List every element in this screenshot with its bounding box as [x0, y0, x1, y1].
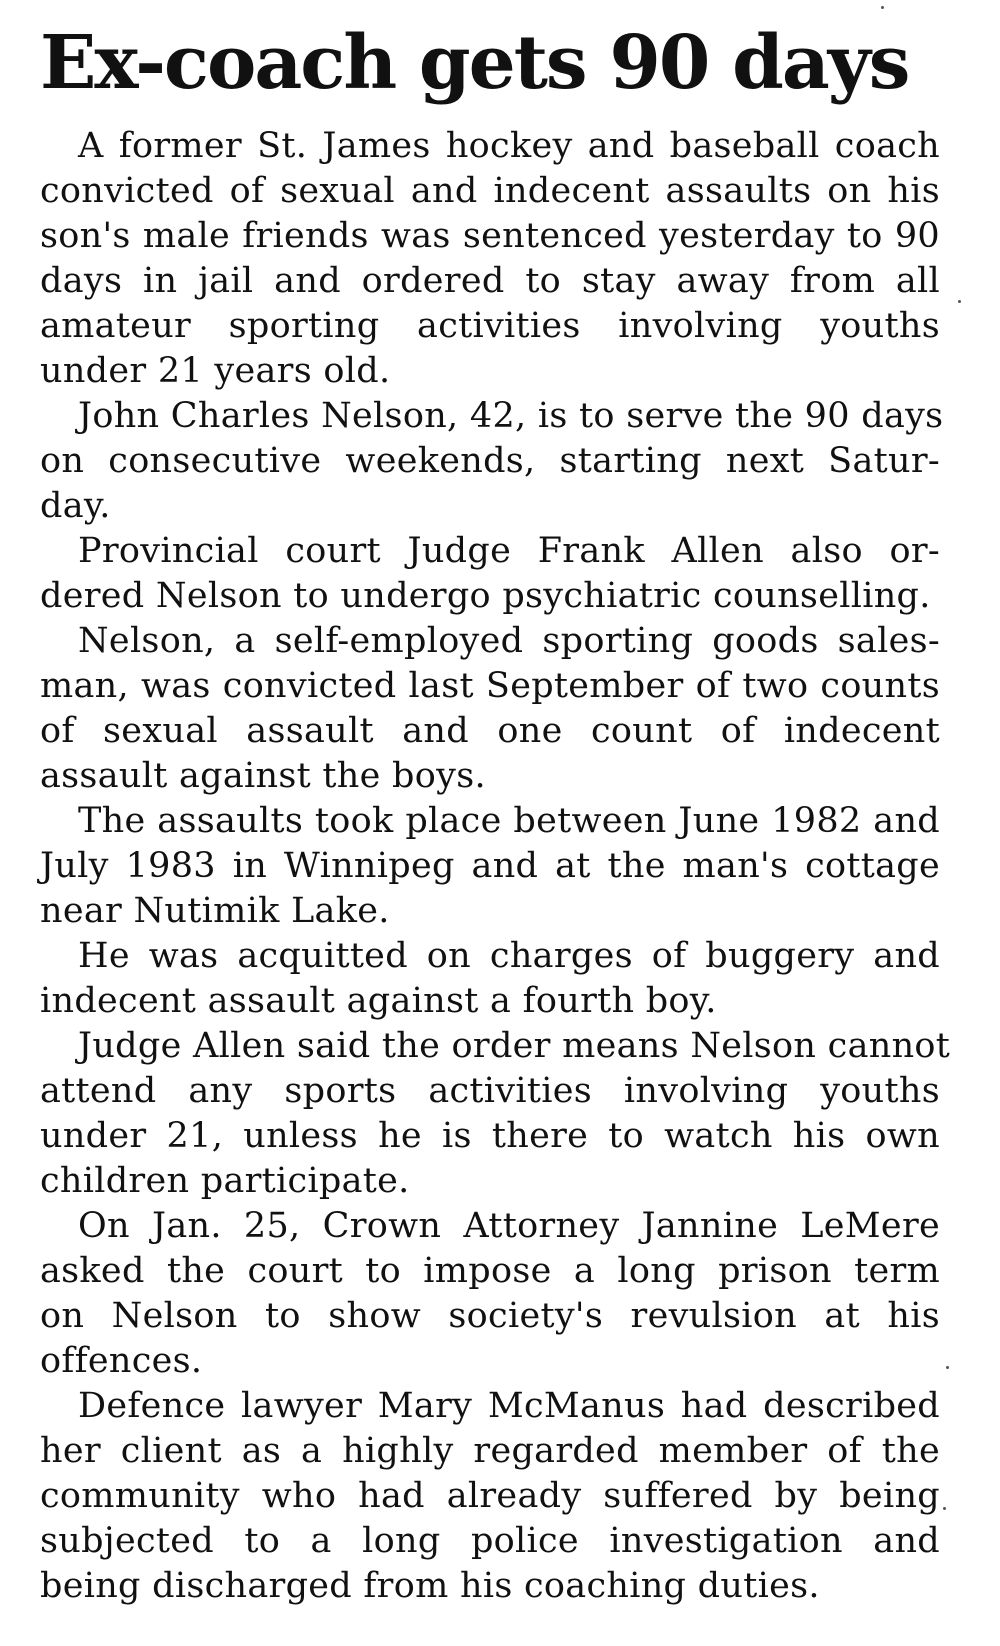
- print-speck: [943, 1507, 946, 1510]
- article-line: asked the court to impose a long prison term: [40, 1251, 940, 1291]
- article-line: under 21 years old.: [40, 351, 391, 391]
- article-line: subjected to a long police investigation and: [40, 1521, 940, 1561]
- article-paragraph: [40, 934, 940, 1024]
- article-line: on consecutive weekends, starting next Satur-: [40, 441, 940, 481]
- article-line: The assaults took place between June 1982 and: [78, 801, 940, 841]
- article-line: John Charles Nelson, 42, is to serve the 90 days: [78, 396, 944, 436]
- article-line: He was acquitted on charges of buggery and: [78, 936, 940, 976]
- article-paragraph: [40, 799, 940, 934]
- article-line: being discharged from his coaching duties.: [40, 1566, 820, 1606]
- newspaper-clipping: [40, 0, 951, 1646]
- article-paragraph: [40, 124, 940, 394]
- print-speck: [958, 300, 961, 303]
- article-line: children participate.: [40, 1161, 410, 1201]
- article-line: son's male friends was sentenced yesterday to 90: [40, 216, 940, 256]
- article-line: indecent assault against a fourth boy.: [40, 981, 717, 1021]
- article-line: amateur sporting activities involving youths: [40, 306, 940, 346]
- article-line: days in jail and ordered to stay away from all: [40, 261, 940, 301]
- article-line: attend any sports activities involving youths: [40, 1071, 940, 1111]
- article-line: July 1983 in Winnipeg and at the man's cottage: [40, 846, 940, 886]
- article-line: convicted of sexual and indecent assaults on his: [40, 171, 940, 211]
- article-line: Judge Allen said the order means Nelson cannot: [78, 1026, 951, 1066]
- headline: Ex-coach gets 90 days: [40, 20, 909, 106]
- article-line: man, was convicted last September of two counts: [40, 666, 940, 706]
- article-paragraph: [40, 619, 940, 799]
- print-speck: [946, 1366, 949, 1369]
- article-body: [40, 124, 951, 1609]
- article-line: of sexual assault and one count of indecent: [40, 711, 940, 751]
- article-paragraph: [40, 1384, 940, 1609]
- article-line: on Nelson to show society's revulsion at his: [40, 1296, 940, 1336]
- article-line: Provincial court Judge Frank Allen also or-: [78, 531, 940, 571]
- article-line: under 21, unless he is there to watch his own: [40, 1116, 940, 1156]
- article-line: community who had already suffered by being: [40, 1476, 940, 1516]
- article-paragraph: [40, 529, 940, 619]
- article-paragraph: [40, 1204, 940, 1384]
- article-line: Nelson, a self-employed sporting goods sales-: [78, 621, 940, 661]
- article-line: offences.: [40, 1341, 203, 1381]
- article-line: Defence lawyer Mary McManus had described: [78, 1386, 940, 1426]
- print-speck: [881, 6, 884, 9]
- article-line: her client as a highly regarded member of the: [40, 1431, 940, 1471]
- article-paragraph: [40, 1024, 951, 1204]
- article-line: dered Nelson to undergo psychiatric counselling.: [40, 576, 931, 616]
- article-line: On Jan. 25, Crown Attorney Jannine LeMere: [78, 1206, 940, 1246]
- article-line: A former St. James hockey and baseball coach: [78, 126, 940, 166]
- article-line: day.: [40, 486, 111, 526]
- article-line: near Nutimik Lake.: [40, 891, 390, 931]
- article-paragraph: [40, 394, 944, 529]
- article-line: assault against the boys.: [40, 756, 486, 796]
